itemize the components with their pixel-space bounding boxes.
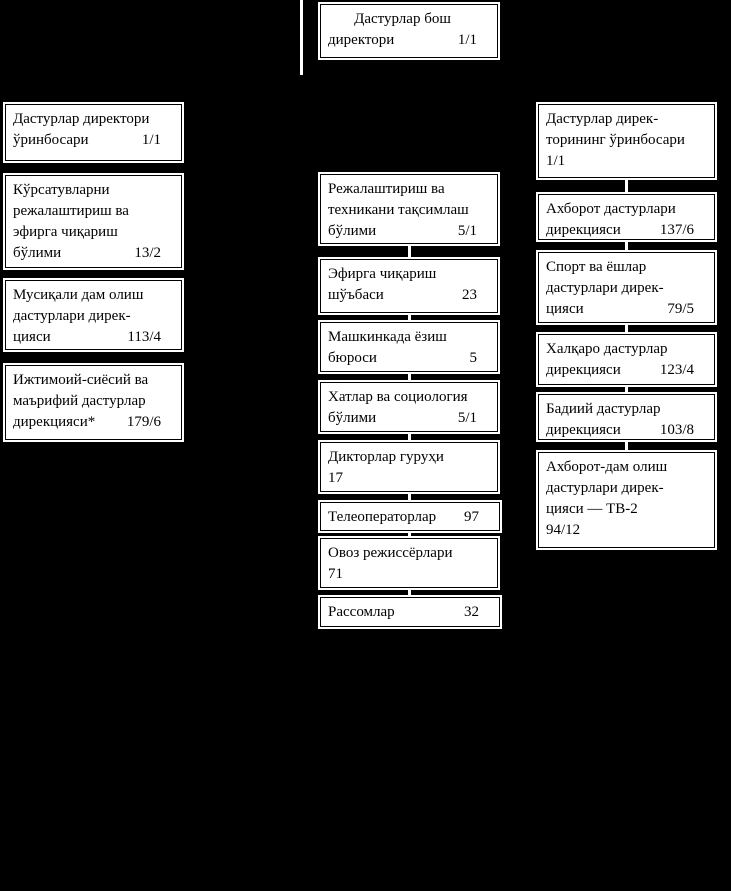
box-label: Эфирга чиқариш <box>328 266 437 282</box>
connector-line <box>300 0 303 75</box>
box-label: Режалаштириш ва <box>328 181 445 197</box>
connector-line <box>625 240 628 252</box>
box-count: 113/4 <box>127 329 161 345</box>
box-count: 1/1 <box>457 32 477 48</box>
box-line <box>546 220 694 241</box>
box-line <box>328 285 477 306</box>
box-line <box>546 420 694 441</box>
box-count: 137/6 <box>659 222 694 238</box>
box-count: 179/6 <box>126 414 161 430</box>
box-label: Дастурлар бош <box>354 11 451 27</box>
box-label: дастурлари дирек- <box>546 280 664 296</box>
connector-line <box>625 178 628 194</box>
org-box-l4 <box>5 365 182 440</box>
box-label: дастурлари дирек- <box>13 308 131 324</box>
org-box-r4 <box>538 334 715 385</box>
org-box-r1 <box>538 104 715 178</box>
box-label: Машкинкада ёзиш <box>328 329 447 345</box>
box-count: 97 <box>464 509 479 525</box>
box-label: Бадиий дастурлар <box>546 401 661 417</box>
box-line <box>13 243 161 264</box>
box-label: торининг ўринбосари <box>546 132 685 148</box>
box-line <box>546 360 694 381</box>
org-box-r6 <box>538 452 715 548</box>
box-label: Дастурлар директори <box>13 111 150 127</box>
connector-line <box>625 323 628 334</box>
box-label: цияси — ТВ-2 <box>546 501 638 517</box>
org-box-r3 <box>538 252 715 323</box>
org-box-r5 <box>538 394 715 440</box>
box-count: 94/12 <box>546 522 581 538</box>
box-line <box>328 348 477 369</box>
connector-line <box>625 440 628 452</box>
box-label: маърифий дастурлар <box>13 393 146 409</box>
org-box-m2 <box>320 259 498 313</box>
box-label: Ахборот дастурлари <box>546 201 676 217</box>
box-label: Кўрсатувларни <box>13 182 110 198</box>
org-box-m7 <box>320 538 498 588</box>
connector-line <box>408 531 411 538</box>
box-line <box>546 299 694 320</box>
org-box-l2 <box>5 175 182 268</box>
box-label: Рассомлар <box>328 604 395 620</box>
org-box-m6 <box>320 502 500 531</box>
box-count: 5/1 <box>457 223 477 239</box>
box-label: дастурлари дирек- <box>546 480 664 496</box>
org-box-m1 <box>320 174 498 244</box>
box-count: 71 <box>328 566 343 582</box>
box-count: 5/1 <box>457 410 477 426</box>
box-label: шўъбаси <box>328 287 384 303</box>
box-label: Телеоператорлар <box>328 509 437 525</box>
box-count: 17 <box>328 470 343 486</box>
box-count: 13/2 <box>134 245 161 261</box>
org-box-m3 <box>320 322 498 372</box>
org-box-top <box>320 4 498 58</box>
box-line <box>13 130 161 151</box>
box-line <box>328 221 477 242</box>
box-label: директори <box>328 32 395 48</box>
box-line <box>328 408 477 429</box>
box-label: Спорт ва ёшлар <box>546 259 647 275</box>
box-label: Мусиқали дам олиш <box>13 287 144 303</box>
box-count: 5 <box>469 350 477 366</box>
box-label: бюроси <box>328 350 377 366</box>
box-count: 103/8 <box>659 422 694 438</box>
box-label: цияси <box>546 301 584 317</box>
box-line <box>328 507 479 528</box>
box-label: Хатлар ва социология <box>328 389 468 405</box>
org-box-r2 <box>538 194 715 240</box>
connector-line <box>408 492 411 502</box>
box-label: дирекцияси <box>546 422 621 438</box>
box-line <box>13 412 161 433</box>
box-count: 79/5 <box>667 301 694 317</box>
connector-line <box>408 372 411 382</box>
org-box-l3 <box>5 280 182 350</box>
box-label: дирекцияси <box>546 222 621 238</box>
box-label: Ахборот-дам олиш <box>546 459 668 475</box>
box-label: Халқаро дастурлар <box>546 341 668 357</box>
box-count: 1/1 <box>546 153 566 169</box>
box-label: дирекцияси* <box>13 414 96 430</box>
box-count: 1/1 <box>141 132 161 148</box>
box-count: 123/4 <box>659 362 694 378</box>
box-label: Овоз режиссёрлари <box>328 545 453 561</box>
box-label: бўлими <box>328 223 377 239</box>
connector-line <box>408 432 411 442</box>
org-box-m5 <box>320 442 498 492</box>
connector-line <box>408 244 411 259</box>
box-label: бўлими <box>328 410 377 426</box>
box-line <box>13 327 161 348</box>
connector-line <box>408 588 411 597</box>
box-count: 23 <box>462 287 477 303</box>
box-label: цияси <box>13 329 51 345</box>
box-label: Дикторлар гуруҳи <box>328 449 444 465</box>
box-line <box>328 30 477 51</box>
connector-line <box>408 313 411 322</box>
box-label: бўлими <box>13 245 62 261</box>
box-line <box>328 602 479 623</box>
box-label: ўринбосари <box>13 132 89 148</box>
box-label: режалаштириш ва <box>13 203 129 219</box>
box-count: 32 <box>464 604 479 620</box>
box-label: техникани тақсимлаш <box>328 202 469 218</box>
box-label: Ижтимоий-сиёсий ва <box>13 372 149 388</box>
box-label: эфирга чиқариш <box>13 224 118 240</box>
connector-line <box>625 385 628 394</box>
org-box-m4 <box>320 382 498 432</box>
org-box-l1 <box>5 104 182 161</box>
org-box-m8 <box>320 597 500 627</box>
box-label: дирекцияси <box>546 362 621 378</box>
box-label: Дастурлар дирек- <box>546 111 659 127</box>
